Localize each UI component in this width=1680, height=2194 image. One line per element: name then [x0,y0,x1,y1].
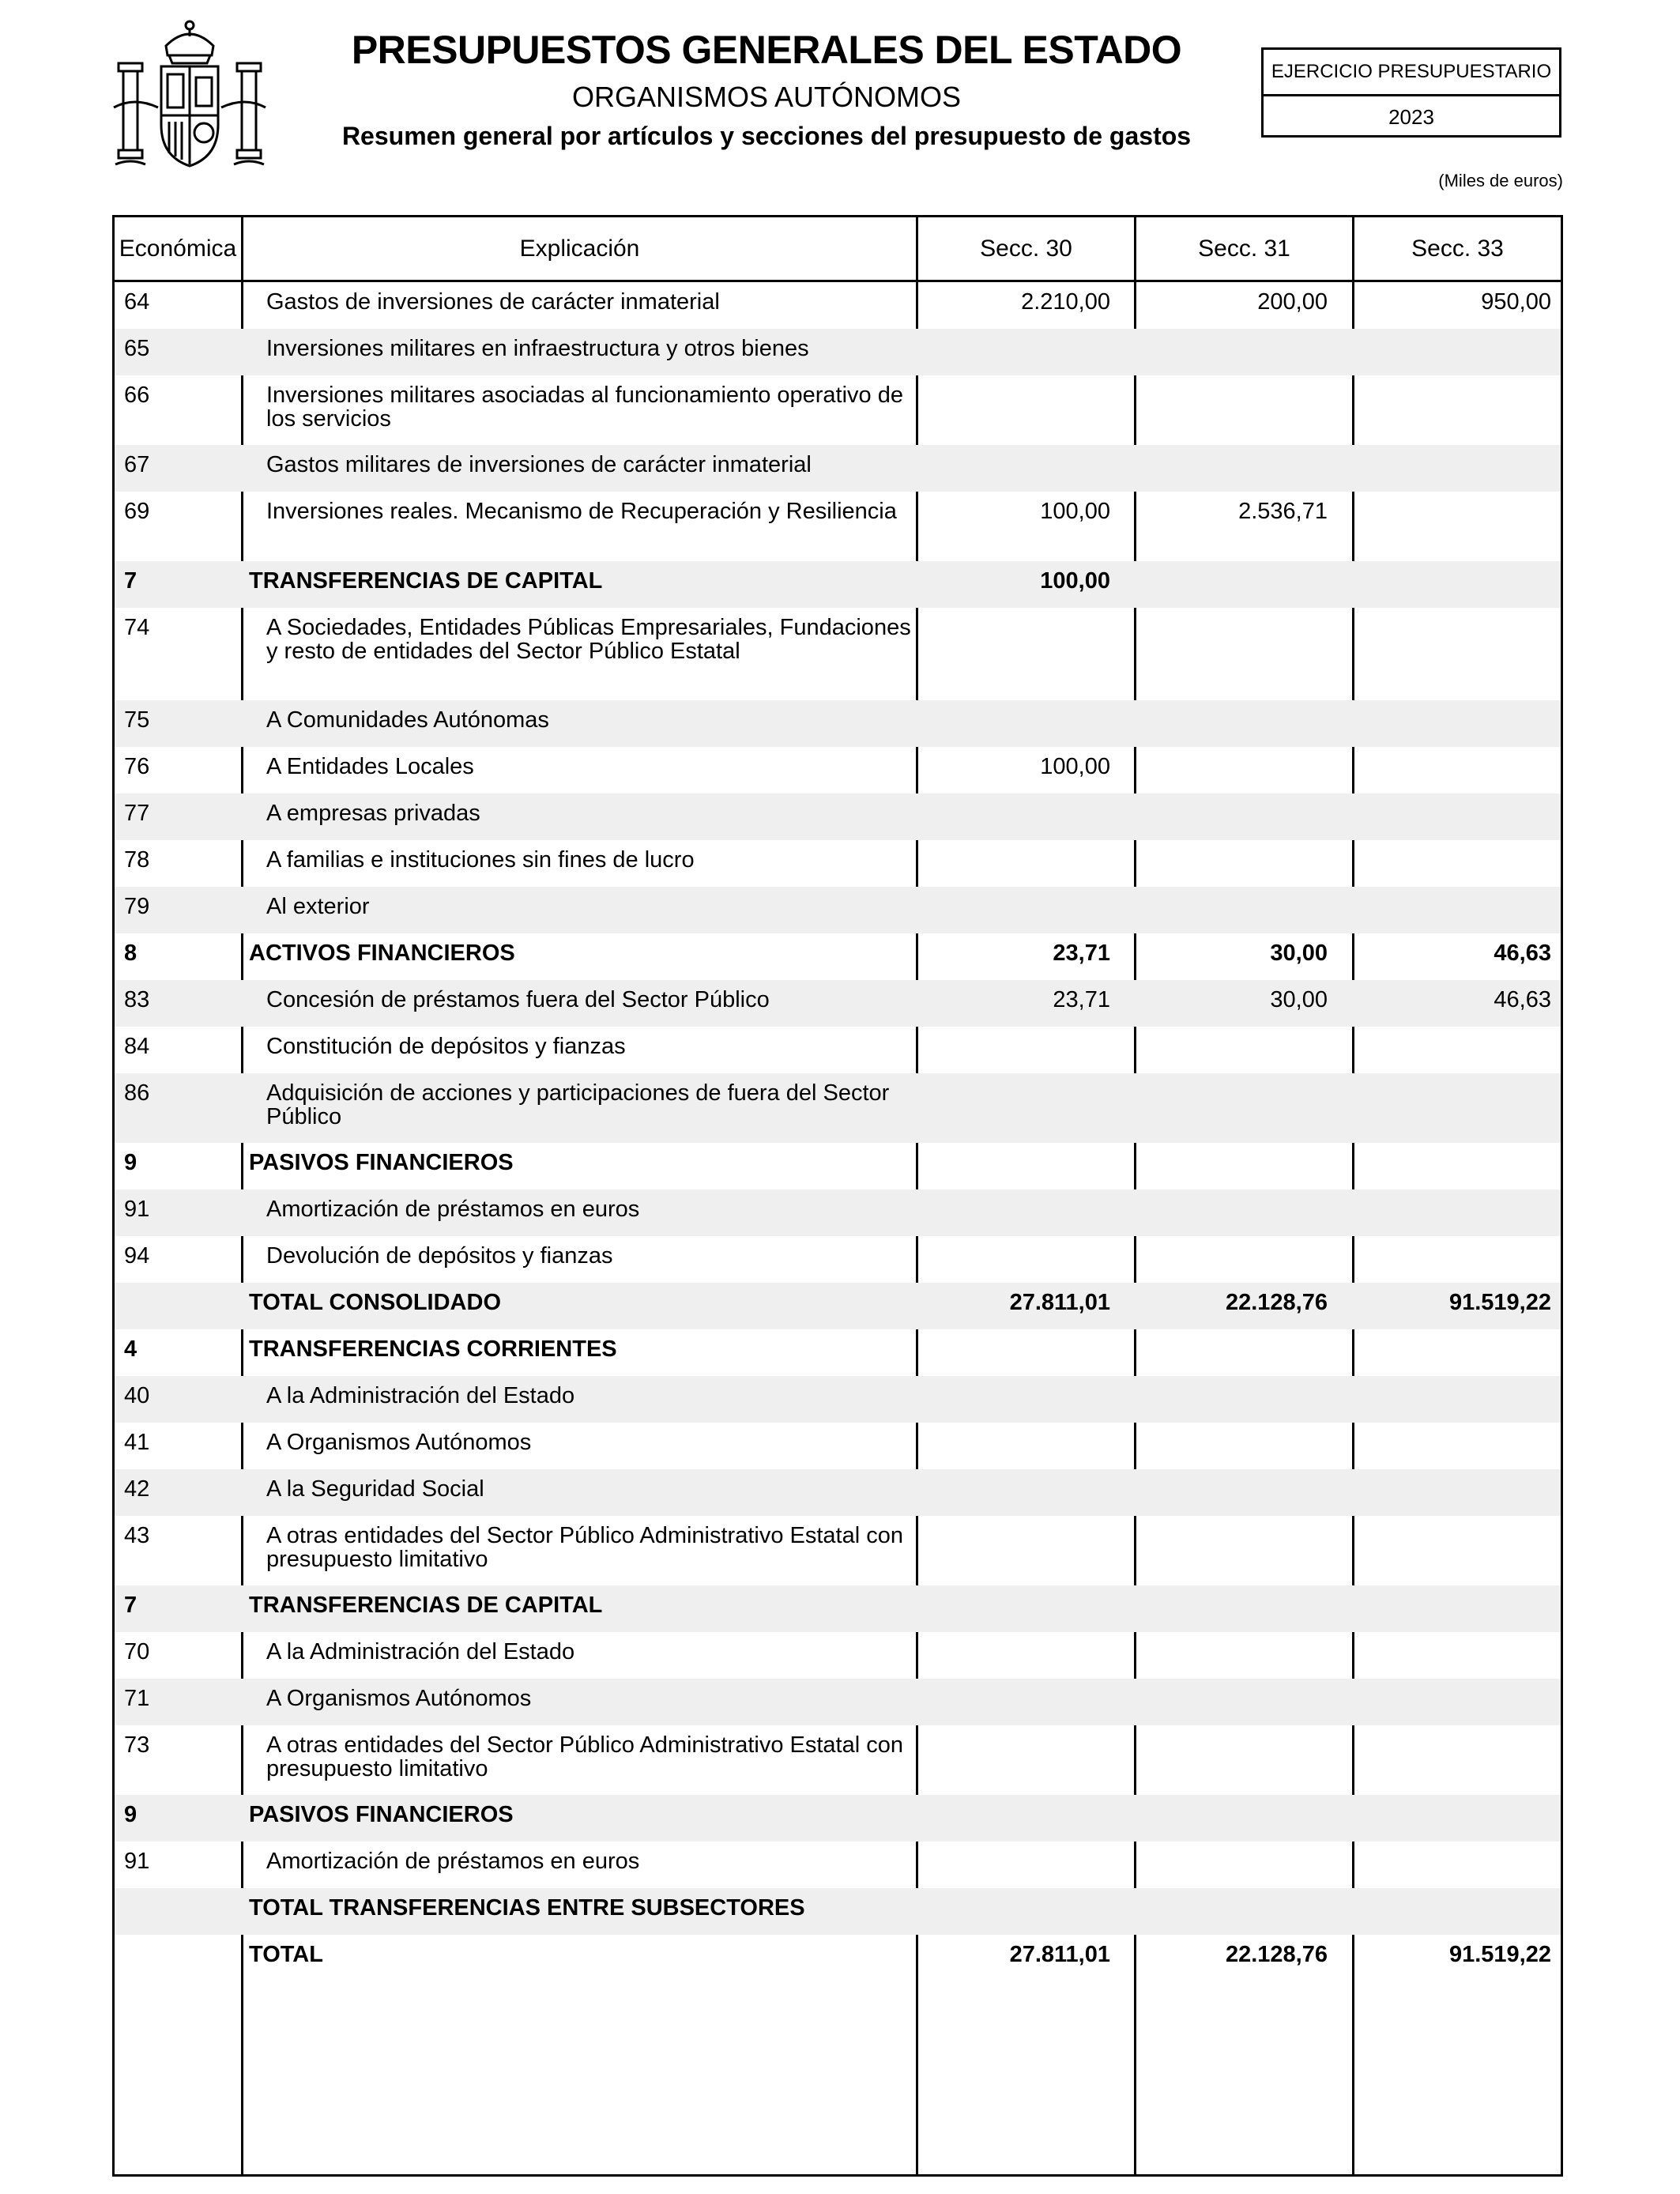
table-row [115,1236,1561,1283]
cell-economica: 9 [124,1150,137,1175]
table-header [115,217,1561,282]
cell-explicacion: Inversiones reales. Mecanismo de Recuperación y Resiliencia [266,499,897,524]
cell-economica: 43 [124,1523,150,1548]
cell-explicacion: Gastos de inversiones de carácter inmaterial [266,289,720,315]
cell-economica: 70 [124,1639,150,1664]
ejercicio-label: EJERCICIO PRESUPUESTARIO [1264,50,1559,96]
cell-explicacion: TRANSFERENCIAS DE CAPITAL [249,1593,603,1618]
cell-explicacion: ACTIVOS FINANCIEROS [249,941,515,966]
cell-secc30: 100,00 [1040,754,1110,779]
cell-economica: 91 [124,1197,150,1222]
cell-secc33: 91.519,22 [1448,1290,1551,1315]
cell-economica: 41 [124,1430,150,1455]
table-row [115,1725,1561,1795]
cell-explicacion: A Organismos Autónomos [266,1430,532,1455]
cell-economica: 73 [124,1732,150,1758]
table-row [115,1795,1561,1842]
table-row [115,1679,1561,1725]
cell-secc31: 30,00 [1270,987,1328,1012]
col-header-secc31: Secc. 31 [1198,235,1290,262]
cell-explicacion: Inversiones militares en infraestructura y otros bienes [266,336,809,361]
cell-explicacion: Amortización de préstamos en euros [266,1197,640,1222]
table-row [115,1585,1561,1632]
col-header-economica: Económica [119,235,237,262]
page-description: Resumen general por artículos y secciones del presupuesto de gastos [341,122,1192,150]
cell-economica: 74 [124,615,150,640]
cell-economica: 77 [124,801,150,826]
table-row [115,700,1561,747]
table-row [115,1376,1561,1423]
cell-explicacion: A la Administración del Estado [266,1383,575,1408]
cell-economica: 40 [124,1383,150,1408]
cell-secc30: 23,71 [1053,941,1110,966]
cell-explicacion: Amortización de préstamos en euros [266,1849,640,1874]
table-row [115,1283,1561,1329]
cell-economica: 76 [124,754,150,779]
cell-secc30: 27.811,01 [1009,1942,1110,1967]
table-row [115,980,1561,1027]
budget-table [112,215,1563,2177]
cell-explicacion: A Entidades Locales [266,754,474,779]
cell-explicacion: A familias e instituciones sin fines de lucro [266,847,695,873]
cell-explicacion: TOTAL CONSOLIDADO [249,1290,501,1315]
table-body [115,282,1561,1981]
table-row [115,1888,1561,1935]
table-row [115,1423,1561,1469]
cell-economica: 71 [124,1686,150,1711]
table-row [115,1842,1561,1888]
cell-secc31: 2.536,71 [1238,499,1328,524]
cell-secc31: 200,00 [1257,289,1328,315]
cell-explicacion: Concesión de préstamos fuera del Sector Público [266,987,770,1012]
cell-explicacion: A la Seguridad Social [266,1476,484,1502]
coat-of-arms-icon [111,14,269,172]
cell-explicacion: PASIVOS FINANCIEROS [249,1802,514,1827]
ejercicio-box [1261,47,1561,138]
cell-explicacion: TOTAL [249,1942,323,1967]
cell-economica: 94 [124,1243,150,1269]
table-row [115,1143,1561,1189]
cell-economica: 66 [124,383,150,408]
cell-explicacion: A Sociedades, Entidades Públicas Empresariales, Fundaciones y resto de entidades del Sector Público Estatal [266,615,911,664]
table-row [115,1516,1561,1585]
table-row [115,794,1561,840]
col-header-secc30: Secc. 30 [980,235,1072,262]
cell-explicacion: Inversiones militares asociadas al funcionamiento operativo de los servicios [266,383,903,432]
cell-explicacion: Al exterior [266,894,370,919]
cell-economica: 9 [124,1802,137,1827]
table-row [115,747,1561,794]
cell-economica: 7 [124,1593,137,1618]
cell-explicacion: PASIVOS FINANCIEROS [249,1150,514,1175]
cell-explicacion: TRANSFERENCIAS CORRIENTES [249,1336,617,1362]
table-row [115,282,1561,329]
table-row [115,1027,1561,1073]
units-note: (Miles de euros) [1438,171,1563,190]
col-header-secc33: Secc. 33 [1411,235,1504,262]
cell-explicacion: Gastos militares de inversiones de carácter inmaterial [266,452,812,477]
table-row [115,1469,1561,1516]
cell-secc31: 22.128,76 [1225,1942,1328,1967]
cell-economica: 8 [124,941,137,966]
cell-economica: 78 [124,847,150,873]
cell-explicacion: A empresas privadas [266,801,480,826]
table-row [115,375,1561,445]
cell-economica: 75 [124,707,150,733]
cell-explicacion: TOTAL TRANSFERENCIAS ENTRE SUBSECTORES [249,1895,805,1921]
cell-economica: 67 [124,452,150,477]
table-row [115,1329,1561,1376]
cell-explicacion: A Comunidades Autónomas [266,707,549,733]
cell-secc31: 22.128,76 [1225,1290,1328,1315]
table-row [115,887,1561,933]
cell-economica: 79 [124,894,150,919]
cell-explicacion: Adquisición de acciones y participaciones de fuera del Sector Público [266,1080,890,1129]
table-row [115,329,1561,375]
cell-secc30: 27.811,01 [1009,1290,1110,1315]
cell-economica: 64 [124,289,150,315]
cell-economica: 69 [124,499,150,524]
cell-secc33: 46,63 [1494,987,1551,1012]
table-row [115,1189,1561,1236]
cell-secc31: 30,00 [1270,941,1328,966]
table-row [115,561,1561,608]
cell-secc33: 91.519,22 [1448,1942,1551,1967]
cell-secc30: 2.210,00 [1021,289,1110,315]
page-subtitle: ORGANISMOS AUTÓNOMOS [571,81,962,113]
cell-economica: 7 [124,568,137,594]
table-row [115,1935,1561,1981]
table-row [115,445,1561,492]
cell-secc33: 46,63 [1494,941,1551,966]
cell-economica: 65 [124,336,150,361]
table-row [115,840,1561,887]
page-title: PRESUPUESTOS GENERALES DEL ESTADO [351,28,1182,72]
cell-economica: 84 [124,1034,150,1059]
cell-explicacion: A otras entidades del Sector Público Administrativo Estatal con presupuesto limitativo [266,1732,903,1781]
cell-explicacion: A Organismos Autónomos [266,1686,532,1711]
table-row [115,1632,1561,1679]
ejercicio-year: 2023 [1388,104,1434,129]
col-header-explicacion: Explicación [519,235,640,262]
cell-explicacion: Devolución de depósitos y fianzas [266,1243,613,1269]
cell-economica: 4 [124,1336,137,1362]
table-row [115,1073,1561,1143]
table-row [115,492,1561,561]
cell-economica: 91 [124,1849,150,1874]
cell-economica: 83 [124,987,150,1012]
cell-secc33: 950,00 [1481,289,1551,315]
cell-secc30: 100,00 [1040,499,1110,524]
cell-economica: 86 [124,1080,150,1106]
cell-explicacion: A otras entidades del Sector Público Administrativo Estatal con presupuesto limitativo [266,1523,903,1572]
cell-explicacion: TRANSFERENCIAS DE CAPITAL [249,568,603,594]
cell-secc30: 23,71 [1053,987,1110,1012]
cell-economica: 42 [124,1476,150,1502]
table-row [115,933,1561,980]
table-row [115,608,1561,700]
cell-explicacion: Constitución de depósitos y fianzas [266,1034,626,1059]
cell-secc30: 100,00 [1040,568,1110,594]
cell-explicacion: A la Administración del Estado [266,1639,575,1664]
